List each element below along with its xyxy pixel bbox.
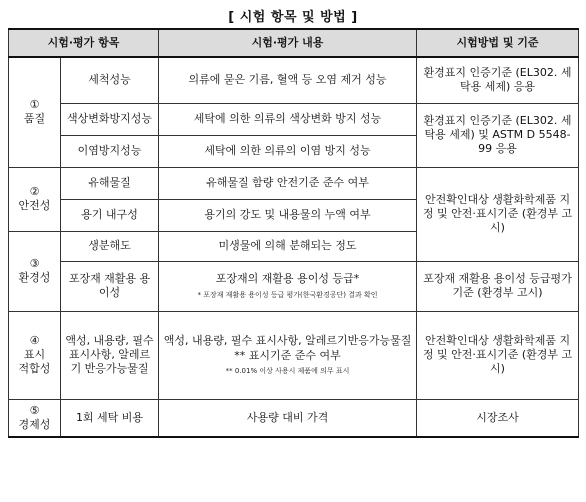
footnote: * 포장재 재활용 용이성 등급 평가(한국환경공단) 결과 확인	[197, 290, 378, 299]
method-cell: 환경표지 인증기준 (EL302. 세탁용 세제) 응용	[417, 57, 579, 103]
category-environment	[9, 231, 61, 311]
category-economy	[9, 399, 61, 437]
header-row	[9, 29, 579, 57]
category-label: 경제성	[18, 417, 51, 431]
category-number: ⑤	[29, 403, 40, 417]
item-cell: 색상변화방지성능	[61, 103, 159, 135]
content-cell: 사용량 대비 가격	[159, 399, 417, 437]
table-row	[9, 167, 579, 199]
category-number: ②	[29, 184, 40, 198]
content-cell: 미생물에 의해 분해되는 정도	[159, 231, 417, 261]
method-cell: 안전확인대상 생활화학제품 지정 및 안전·표시기준 (환경부 고시)	[417, 167, 579, 261]
item-cell: 세척성능	[61, 57, 159, 103]
category-label-compliance	[9, 311, 61, 399]
header-content: 시험·평가 내용	[159, 29, 417, 57]
footnote: ** 0.01% 이상 사용시 제품에 의무 표시	[225, 366, 350, 375]
category-label: 표시	[23, 347, 46, 361]
header-item: 시험·평가 항목	[9, 29, 159, 57]
content-text: 액성, 내용량, 필수 표시사항, 알레르기반응가능물질** 표시기준 준수 여부	[163, 334, 412, 362]
content-cell: 유해물질 함량 안전기준 준수 여부	[159, 167, 417, 199]
content-cell: 세탁에 의한 의류의 색상변화 방지 성능	[159, 103, 417, 135]
page-title: [ 시험 항목 및 방법 ]	[228, 10, 358, 25]
category-number: ④	[29, 333, 40, 347]
method-cell: 환경표지 인증기준 (EL302. 세탁용 세제) 및 ASTM D 5548-99 응용	[417, 103, 579, 167]
content-cell: 의류에 묻은 기름, 혈액 등 오염 제거 성능	[159, 57, 417, 103]
method-cell: 시장조사	[417, 399, 579, 437]
table-row	[9, 103, 579, 135]
method-cell: 안전확인대상 생활화학제품 지정 및 안전·표시기준 (환경부 고시)	[417, 311, 579, 399]
category-number: ③	[29, 256, 40, 270]
item-cell: 생분해도	[61, 231, 159, 261]
category-label: 안전성	[18, 199, 51, 212]
category-quality	[9, 57, 61, 167]
table-row	[9, 311, 579, 399]
category-label: 적합성	[18, 362, 51, 376]
content-cell: 세탁에 의한 의류의 이염 방지 성능	[159, 135, 417, 167]
category-label: 품질	[23, 112, 46, 126]
category-number: ①	[29, 98, 40, 112]
item-cell: 포장재 재활용 용이성	[61, 261, 159, 311]
category-safety	[9, 167, 61, 231]
content-cell: 용기의 강도 및 내용물의 누액 여부	[159, 199, 417, 231]
item-cell: 1회 세탁 비용	[61, 399, 159, 437]
category-label: 환경성	[18, 271, 51, 284]
table-row	[9, 399, 579, 437]
table-row	[9, 57, 579, 103]
header-method: 시험방법 및 기준	[417, 29, 579, 57]
item-cell: 유해물질	[61, 167, 159, 199]
item-cell: 용기 내구성	[61, 199, 159, 231]
table-row	[9, 261, 579, 311]
item-cell: 액성, 내용량, 필수 표시사항, 알레르기 반응가능물질	[61, 311, 159, 399]
test-items-table	[8, 28, 579, 438]
content-cell	[159, 261, 417, 311]
content-text: 포장재의 재활용 용이성 등급*	[215, 272, 360, 286]
content-cell	[159, 311, 417, 399]
item-cell: 이염방지성능	[61, 135, 159, 167]
method-cell: 포장재 재활용 용이성 등급평가 기준 (환경부 고시)	[417, 261, 579, 311]
